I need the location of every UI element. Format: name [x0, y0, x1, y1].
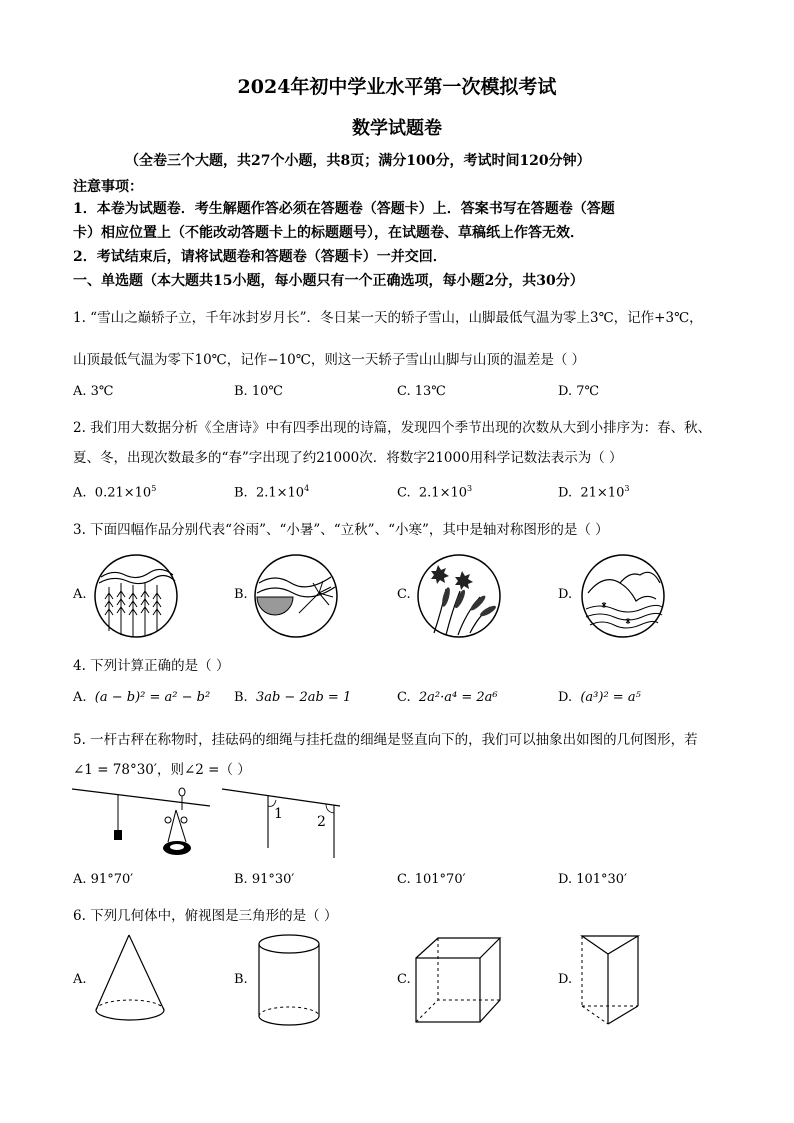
q6-line1: 6. 下列几何体中，俯视图是三角形的是（ ）	[73, 908, 338, 924]
q6-option-a: A.	[73, 972, 87, 987]
notes-item2: 2．考试结束后，请将试题卷和答题卷（答题卡）一并交回．	[73, 249, 447, 265]
q3-option-c: C.	[397, 587, 411, 602]
exam-title: 2024年初中学业水平第一次模拟考试	[237, 76, 557, 98]
exam-info: （全卷三个大题，共27个小题，共8页；满分100分，考试时间120分钟）	[125, 153, 591, 169]
q4-option-c: C. 2a²·a⁴ = 2a⁶	[397, 690, 498, 705]
q5-option-d: D. 101°30′	[558, 872, 628, 887]
q5-angle-1-label: 1	[274, 806, 283, 822]
q3-option-a: A.	[73, 587, 87, 602]
q3-image-grain-rain	[93, 553, 179, 639]
q2-line1: 2. 我们用大数据分析《全唐诗》中有四季出现的诗篇，发现四个季节出现的次数从大到小排序为：春、秋、	[73, 420, 712, 436]
notes-item1-line1: 1．本卷为试题卷．考生解题作答必须在答题卷（答题卡）上．答案书写在答题卷（答题	[73, 201, 615, 217]
q6-cylinder-figure	[254, 932, 324, 1030]
q4-line1: 4. 下列计算正确的是（ ）	[73, 658, 230, 674]
q5-line1: 5. 一杆古秤在称物时，挂砝码的细绳与挂托盘的细绳是竖直向下的，我们可以抽象出如图的几何图形，若	[73, 732, 698, 748]
q3-image-minor-heat	[253, 553, 339, 639]
q5-option-c: C. 101°70′	[397, 872, 466, 887]
q3-image-minor-cold	[580, 553, 666, 639]
q5-angle-2-label: 2	[317, 814, 326, 830]
q4-option-b: B. 3ab − 2ab = 1	[234, 690, 352, 705]
q6-option-c: C.	[397, 972, 411, 987]
q3-image-start-of-autumn	[416, 553, 502, 639]
section1-heading: 一、单选题（本大题共15小题，每小题只有一个正确选项，每小题2分，共30分）	[73, 273, 584, 289]
q4-option-d: D. (a³)² = a⁵	[558, 690, 641, 705]
q2-line2: 夏、冬，出现次数最多的“春”字出现了约21000次．将数字21000用科学记数法表示为（ ）	[73, 450, 623, 466]
q3-option-b: B.	[234, 587, 248, 602]
q3-option-d: D.	[558, 587, 573, 602]
q3-line1: 3. 下面四幅作品分别代表“谷雨”、“小暑”、“立秋”、“小寒”，其中是轴对称图形的是（ ）	[73, 522, 609, 538]
exam-subtitle: 数学试题卷	[352, 118, 442, 139]
q6-option-d: D.	[558, 972, 573, 987]
notes-item1-line2: 卡）相应位置上（不能改动答题卡上的标题题号），在试题卷、草稿纸上作答无效．	[73, 225, 584, 241]
q1-option-b: B. 10℃	[234, 384, 283, 399]
q6-prism-figure	[578, 932, 652, 1030]
q2-option-a: A. $0.21\times 10^5$	[73, 484, 157, 501]
q5-option-a: A. 91°70′	[73, 872, 134, 887]
q1-line2: 山顶最低气温为零下10℃，记作−10℃，则这一天轿子雪山山脚与山顶的温差是（ ）	[73, 352, 586, 368]
q1-option-d: D. 7℃	[558, 384, 600, 399]
q2-option-c: C. $2.1\times 10^3$	[397, 484, 473, 501]
q2-option-b: B. $2.1\times 10^4$	[234, 484, 310, 501]
q1-line1: 1. “雪山之巅轿子立，千年冰封岁月长”．冬日某一天的轿子雪山，山脚最低气温为零上3℃，记作+3℃，	[73, 310, 703, 326]
q1-option-a: A. 3℃	[73, 384, 114, 399]
notes-heading: 注意事项：	[73, 179, 143, 195]
q6-cone-figure	[92, 932, 168, 1028]
q1-option-c: C. 13℃	[397, 384, 446, 399]
q5-balance-figure	[72, 786, 212, 860]
q2-option-d: D. $21\times 10^3$	[558, 484, 630, 501]
q5-option-b: B. 91°30′	[234, 872, 295, 887]
q5-line2: ∠1 = 78°30′，则∠2 =（ ）	[73, 762, 251, 778]
q6-cube-figure	[412, 934, 504, 1028]
q6-option-b: B.	[234, 972, 248, 987]
q4-option-a: A. (a − b)² = a² − b²	[73, 690, 211, 705]
